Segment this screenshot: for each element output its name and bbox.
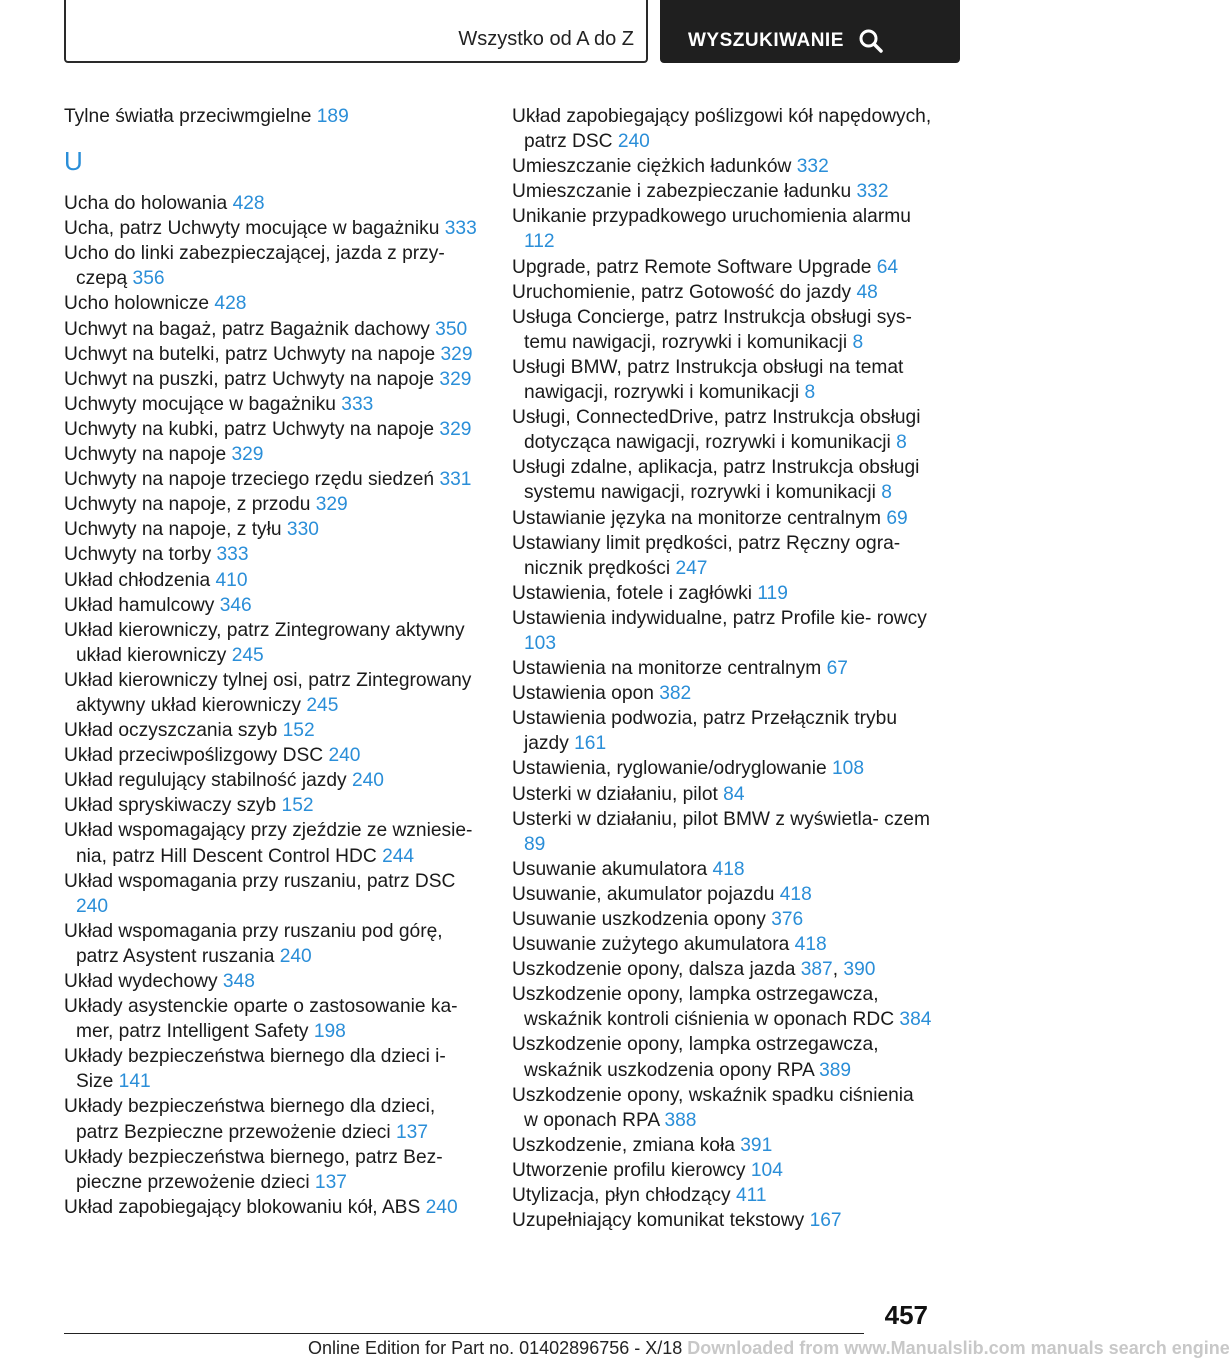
index-entry-text: Układ przeciwpoślizgowy DSC xyxy=(64,745,324,767)
page-ref-link[interactable]: 240 xyxy=(279,945,312,967)
page-ref-link[interactable]: 384 xyxy=(899,1009,932,1031)
index-entry xyxy=(512,255,932,280)
page-ref-link[interactable]: 240 xyxy=(351,770,384,792)
index-entry-text: Uszkodzenie opony, lampka ostrzegawcza, wskaźnik uszkodzenia opony RPA xyxy=(512,1034,879,1081)
index-entry-text: Usuwanie zużytego akumulatora xyxy=(512,934,790,956)
page-ref-link[interactable]: 245 xyxy=(306,694,339,716)
page-ref-link[interactable]: 84 xyxy=(723,783,745,805)
page-ref-link[interactable]: 391 xyxy=(740,1134,773,1156)
index-entry xyxy=(64,492,480,517)
index-entry-text: Układy asystenckie oparte o zastosowanie ka‐ mer, patrz Intelligent Safety xyxy=(64,996,458,1043)
index-entry-text: Utworzenie profilu kierowcy xyxy=(512,1159,746,1181)
page-ref-link[interactable]: 104 xyxy=(750,1159,783,1181)
page-ref-link[interactable]: 332 xyxy=(856,181,889,203)
index-entry-text: Uszkodzenie, zmiana koła xyxy=(512,1134,735,1156)
index-entry xyxy=(512,857,932,882)
page-ref-link[interactable]: 388 xyxy=(664,1109,697,1131)
index-entry xyxy=(64,392,480,417)
index-entry xyxy=(512,179,932,204)
index-entry-text: Uchwyty na kubki, patrz Uchwyty na napoje xyxy=(64,418,435,440)
page-ref-link[interactable]: 189 xyxy=(316,106,349,127)
index-entry-text: Układy bezpieczeństwa biernego dla dzieci i- Size xyxy=(64,1046,446,1093)
index-entry-text: Uchwyty na napoje, z przodu xyxy=(64,494,311,516)
index-entry xyxy=(512,204,932,254)
page-ref-link[interactable]: 376 xyxy=(771,909,804,930)
page-ref-link[interactable]: 67 xyxy=(826,658,848,680)
index-entry-text: Ustawienia indywidualne, patrz Profile kie‐ rowcy xyxy=(512,607,927,629)
index-entry xyxy=(512,581,932,606)
index-entry-text: Usuwanie uszkodzenia opony xyxy=(512,909,766,930)
index-column-left xyxy=(64,104,480,1220)
index-entry xyxy=(64,1195,480,1220)
footer-watermark: Downloaded from www.Manualslib.com manuals search engine xyxy=(687,1338,1230,1358)
page-ref-link[interactable]: 112 xyxy=(524,231,555,253)
page-ref-link[interactable]: 64 xyxy=(876,256,899,278)
index-entry-text: Usługi, ConnectedDrive, patrz Instrukcja obsługi dotycząca nawigacji, rozrywki i komunikacji xyxy=(512,407,921,454)
page-ref-link[interactable]: 346 xyxy=(219,594,252,616)
index-entry xyxy=(64,291,480,316)
index-entry-text: Umieszczanie i zabezpieczanie ładunku xyxy=(512,181,852,203)
tab-a-to-z[interactable] xyxy=(64,0,648,63)
tab-a-to-z-label: Wszystko od A do Z xyxy=(458,28,634,50)
page-ref-link[interactable]: 411 xyxy=(735,1185,767,1207)
index-entry-text: Unikanie przypadkowego uruchomienia alarmu xyxy=(512,206,911,228)
page-ref-link[interactable]: 410 xyxy=(215,569,248,591)
index-entry xyxy=(64,467,480,492)
index-entry-text: Układ regulujący stabilność jazdy xyxy=(64,770,347,792)
index-entry-text: Układ zapobiegający poślizgowi kół napędowych, patrz DSC xyxy=(512,106,932,153)
index-entry-text: Układy bezpieczeństwa biernego, patrz Bez‐ pieczne przewożenie dzieci xyxy=(64,1146,443,1193)
index-entry xyxy=(512,1208,932,1233)
footer-divider xyxy=(64,1333,864,1334)
index-entry xyxy=(512,907,932,932)
index-entry-text: Układ chłodzenia xyxy=(64,569,211,591)
index-entry xyxy=(64,618,480,668)
index-entry-text: Uchwyty na napoje trzeciego rzędu siedzeń xyxy=(64,469,435,491)
page-ref-link[interactable]: 8 xyxy=(852,331,864,353)
tab-search-label: WYSZUKIWANIE xyxy=(688,30,844,51)
index-entry-text: Ustawienia, fotele i zagłówki xyxy=(512,582,752,604)
page-ref-link[interactable]: 329 xyxy=(439,368,472,390)
page-ref-link[interactable]: 119 xyxy=(757,582,788,604)
index-entry xyxy=(512,882,932,907)
page-ref-link[interactable]: 89 xyxy=(524,833,546,855)
page-ref-link[interactable]: 389 xyxy=(819,1059,852,1081)
page-ref-link[interactable]: 348 xyxy=(222,971,255,992)
page-ref-link[interactable]: 152 xyxy=(282,720,315,742)
index-entry-text: Usługi zdalne, aplikacja, patrz Instrukcja obsługi systemu nawigacji, rozrywki i komunikacji xyxy=(512,457,920,504)
page-ref-link[interactable]: 329 xyxy=(440,343,473,365)
index-entry xyxy=(64,994,480,1044)
index-entry xyxy=(512,1083,932,1133)
index-entry xyxy=(64,969,480,994)
index-entry xyxy=(512,280,932,305)
index-entry xyxy=(64,668,480,718)
index-entry-text: Ucho do linki zabezpieczającej, jazda z przy‐ czepą xyxy=(64,243,445,290)
index-entry: Uszkodzenie opony, dalsza jazda 387, 390 xyxy=(512,959,876,981)
index-entry xyxy=(512,606,932,656)
index-entry-text: Uruchomienie, patrz Gotowość do jazdy xyxy=(512,281,852,303)
index-entry xyxy=(64,869,480,919)
search-icon xyxy=(858,28,884,54)
index-entry-text: Ustawienia podwozia, patrz Przełącznik trybu jazdy xyxy=(512,708,897,755)
index-entry xyxy=(64,1145,480,1195)
index-entry-text: Układ oczyszczania szyb xyxy=(64,720,278,742)
page-ref-link[interactable]: 137 xyxy=(314,1171,347,1193)
page-ref-link[interactable]: 48 xyxy=(856,281,878,303)
index-letter-heading: U xyxy=(64,146,83,177)
page-ref-link[interactable]: 331 xyxy=(439,469,472,491)
index-entry xyxy=(512,681,932,706)
index-entry xyxy=(64,1094,480,1144)
index-entry xyxy=(512,807,932,857)
tab-search[interactable] xyxy=(660,0,960,63)
index-entry-text: Usuwanie akumulatora xyxy=(512,858,708,880)
index-entry-text: Układy bezpieczeństwa biernego dla dzieci, patrz Bezpieczne przewożenie dzieci xyxy=(64,1096,436,1143)
index-entry-text: Układ zapobiegający blokowaniu kół, ABS xyxy=(64,1196,421,1218)
index-entry xyxy=(512,154,932,179)
index-entry-text: Układ wspomagania przy ruszaniu, patrz DSC xyxy=(64,870,456,892)
index-entry xyxy=(512,506,932,531)
index-entry xyxy=(512,1032,932,1082)
page-ref-link[interactable]: 167 xyxy=(809,1210,842,1232)
index-entry-text: Upgrade, patrz Remote Software Upgrade xyxy=(512,256,872,278)
index-entry-text: Uchwyty mocujące w bagażniku xyxy=(64,393,336,415)
page-number: 457 xyxy=(884,1300,928,1330)
index-entry-text: Uchwyt na butelki, patrz Uchwyty na napoje xyxy=(64,343,436,365)
page-ref-link[interactable]: 350 xyxy=(435,318,468,340)
page-ref-link[interactable]: 240 xyxy=(328,745,361,767)
index-entry xyxy=(512,455,932,505)
page-ref-link[interactable]: 333 xyxy=(341,393,374,415)
page-ref-link[interactable]: 390 xyxy=(843,959,876,981)
index-entry xyxy=(64,818,480,868)
index-entry xyxy=(512,932,932,957)
index-entry xyxy=(64,568,480,593)
index-entry-text: Uchwyt na puszki, patrz Uchwyty na napoje xyxy=(64,368,435,390)
index-entry xyxy=(512,305,932,355)
index-entry-text: Układ hamulcowy xyxy=(64,594,215,616)
index-entry-text: Usługi BMW, patrz Instrukcja obsługi na temat nawigacji, rozrywki i komunikacji xyxy=(512,356,904,404)
page-ref-link[interactable]: 198 xyxy=(313,1021,346,1043)
page-ref-link[interactable]: 247 xyxy=(675,557,708,579)
index-entry-text: Układ wspomagający przy zjeździe ze wzniesie‐ nia, patrz Hill Descent Control HDC xyxy=(64,820,473,867)
index-entry xyxy=(64,342,480,367)
page-ref-link[interactable]: 161 xyxy=(574,733,607,755)
page-ref-link[interactable]: 418 xyxy=(794,934,827,956)
index-entry xyxy=(64,104,480,129)
index-entry-text: Ucho holownicze xyxy=(64,293,210,315)
footer-edition: Online Edition for Part no. 01402896756 - X/18 xyxy=(308,1338,683,1358)
page-ref-link[interactable]: 8 xyxy=(896,432,907,454)
index-entry-text: Uszkodzenie opony, wskaźnik spadku ciśnienia w oponach RPA xyxy=(512,1084,914,1131)
index-entry xyxy=(64,517,480,542)
index-entry-text: Uchwyty na torby xyxy=(64,544,212,566)
page-ref-link[interactable]: 418 xyxy=(779,883,812,905)
index-entry xyxy=(64,417,480,442)
page-ref-link[interactable]: 8 xyxy=(804,382,816,404)
index-entry-text: Ustawienia opon xyxy=(512,683,654,705)
index-entry-text: Usługa Concierge, patrz Instrukcja obsługi sys‐ temu nawigacji, rozrywki i komunikacji xyxy=(512,306,912,353)
page-ref-link[interactable]: 382 xyxy=(659,683,692,705)
index-entry-text: Ustawienia na monitorze centralnym xyxy=(512,658,822,680)
index-entry xyxy=(512,1158,932,1183)
index-entry xyxy=(64,768,480,793)
page-ref-link[interactable]: 240 xyxy=(617,131,650,153)
page-ref-link[interactable]: 428 xyxy=(214,293,247,315)
page-ref-link[interactable]: 329 xyxy=(231,444,264,466)
page-ref-link[interactable]: 329 xyxy=(315,494,348,516)
page-ref-link[interactable]: 240 xyxy=(76,895,109,917)
index-entry xyxy=(64,1044,480,1094)
index-entry xyxy=(512,355,932,405)
index-entry-text: Tylne światła przeciwmgielne xyxy=(64,106,312,127)
index-entry-text: Utylizacja, płyn chłodzący xyxy=(512,1185,731,1207)
index-entry-text: Usuwanie, akumulator pojazdu xyxy=(512,883,775,905)
index-entry xyxy=(64,191,480,216)
index-entry-text: Ucha, patrz Uchwyty mocujące w bagażniku xyxy=(64,218,440,240)
index-entry-text: Ustawiany limit prędkości, patrz Ręczny ogra‐ nicznik prędkości xyxy=(512,532,901,579)
index-entry xyxy=(512,756,932,781)
index-entry-text: Układ wydechowy xyxy=(64,971,218,992)
page-ref-link[interactable]: 333 xyxy=(216,544,249,566)
index-entry-text: Uszkodzenie opony, lampka ostrzegawcza, wskaźnik kontroli ciśnienia w oponach RDC xyxy=(512,984,895,1031)
page-ref-link[interactable]: 356 xyxy=(132,268,165,290)
index-entry xyxy=(64,593,480,618)
index-entry xyxy=(512,706,932,756)
page-ref-link[interactable]: 244 xyxy=(382,845,415,867)
index-entry-text: Układ spryskiwaczy szyb xyxy=(64,795,277,817)
page-ref-link[interactable]: 137 xyxy=(395,1121,428,1143)
page-ref-link[interactable]: 329 xyxy=(439,418,472,440)
index-entry xyxy=(64,241,480,291)
index-entry xyxy=(64,718,480,743)
page-ref-link[interactable]: 387 xyxy=(800,959,833,981)
index-entry xyxy=(512,982,932,1032)
index-column-right xyxy=(512,104,932,1233)
page-ref-link[interactable]: 103 xyxy=(524,632,557,654)
index-entry xyxy=(64,793,480,818)
index-entry xyxy=(512,104,932,154)
index-entry xyxy=(512,1183,932,1208)
index-entry xyxy=(512,1133,932,1158)
index-entry-text: Układ wspomagania przy ruszaniu pod górę, patrz Asystent ruszania xyxy=(64,920,443,967)
page-ref-link[interactable]: 330 xyxy=(286,519,319,541)
page-ref-link[interactable]: 332 xyxy=(796,156,829,178)
index-entry-text: Uchwyty na napoje, z tyłu xyxy=(64,519,282,541)
index-entry xyxy=(64,919,480,969)
footer xyxy=(308,1338,1230,1359)
page-ref-link[interactable]: 69 xyxy=(886,507,908,529)
index-entry xyxy=(512,656,932,681)
index-entry-text: Uzupełniający komunikat tekstowy xyxy=(512,1210,805,1232)
index-entry xyxy=(64,542,480,567)
index-entry-text: Układ kierowniczy tylnej osi, patrz Zintegrowany aktywny układ kierowniczy xyxy=(64,669,472,716)
index-entry-text: Usterki w działaniu, pilot xyxy=(512,783,718,805)
index-entry-text: Ustawienia, ryglowanie/odryglowanie xyxy=(512,758,827,780)
index-entry-text: Uszkodzenie opony, dalsza jazda xyxy=(512,959,796,981)
index-entry-text: Ustawianie języka na monitorze centralnym xyxy=(512,507,881,529)
page-ref-link[interactable]: 240 xyxy=(425,1196,458,1218)
page-ref-link[interactable]: 8 xyxy=(881,482,892,504)
page-ref-link[interactable]: 418 xyxy=(712,858,745,880)
index-entry xyxy=(64,317,480,342)
header xyxy=(64,0,960,65)
page-ref-link[interactable]: 333 xyxy=(444,218,477,240)
index-entry xyxy=(64,367,480,392)
index-entry-text: Ucha do holowania xyxy=(64,193,228,215)
index-entry xyxy=(64,743,480,768)
page-ref-link[interactable]: 152 xyxy=(281,795,314,817)
index-entry-text: Usterki w działaniu, pilot BMW z wyświetla‐ czem xyxy=(512,808,930,830)
page-ref-link[interactable]: 428 xyxy=(232,193,265,215)
page-ref-link[interactable]: 245 xyxy=(231,644,264,666)
page-ref-link[interactable]: 108 xyxy=(831,758,864,780)
index-entry-text: Uchwyty na napoje xyxy=(64,444,227,466)
index-entry-text: Układ kierowniczy, patrz Zintegrowany aktywny układ kierowniczy xyxy=(64,619,465,666)
index-entry-text: Umieszczanie ciężkich ładunków xyxy=(512,156,792,178)
page-ref-link[interactable]: 141 xyxy=(118,1071,151,1093)
index-entry xyxy=(512,405,932,455)
index-entry xyxy=(512,531,932,581)
index-entry-text: Uchwyt na bagaż, patrz Bagażnik dachowy xyxy=(64,318,430,340)
index-entry xyxy=(64,442,480,467)
index-entry xyxy=(64,216,480,241)
index-entry xyxy=(512,782,932,807)
